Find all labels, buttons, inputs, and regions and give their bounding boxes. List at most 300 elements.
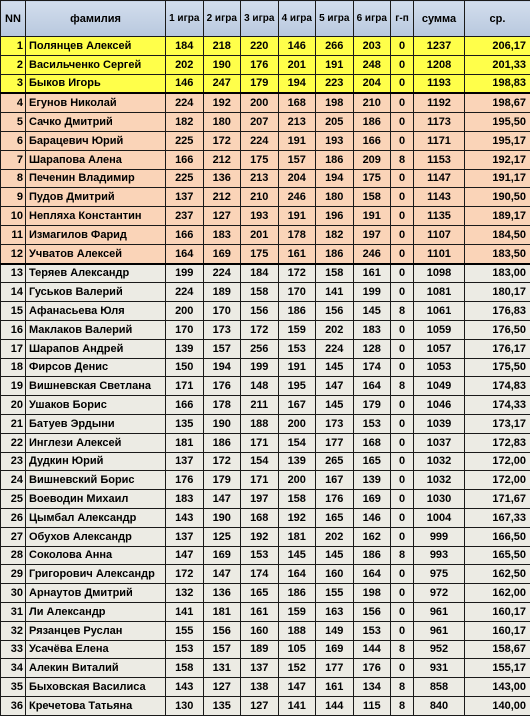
game-2-score-cell: 190	[203, 55, 241, 74]
game-6-score-cell: 144	[353, 640, 391, 659]
game-5-score-cell: 266	[316, 37, 354, 56]
game-3-score-cell: 168	[241, 508, 279, 527]
handicap-cell: 0	[391, 414, 414, 433]
rank-cell: 19	[1, 377, 26, 396]
game-6-score-cell: 164	[353, 565, 391, 584]
game-4-score-cell: 188	[278, 621, 316, 640]
rank-cell: 23	[1, 452, 26, 471]
game-4-score-cell: 172	[278, 264, 316, 283]
game-3-score-cell: 211	[241, 396, 279, 415]
handicap-cell: 0	[391, 433, 414, 452]
game-4-score-cell: 153	[278, 339, 316, 358]
game-2-score-cell: 169	[203, 244, 241, 263]
total-cell: 1193	[414, 74, 465, 93]
rank-cell: 8	[1, 169, 26, 188]
total-cell: 1208	[414, 55, 465, 74]
game-5-score-cell: 182	[316, 225, 354, 244]
total-cell: 1046	[414, 396, 465, 415]
game-6-score-cell: 134	[353, 678, 391, 697]
rank-cell: 1	[1, 37, 26, 56]
rank-cell: 26	[1, 508, 26, 527]
game-2-score-cell: 186	[203, 433, 241, 452]
average-cell: 206,17	[465, 37, 530, 56]
table-body	[1, 37, 530, 716]
game-2-score-cell: 180	[203, 113, 241, 132]
game-5-score-cell: 156	[316, 302, 354, 321]
rank-cell: 2	[1, 55, 26, 74]
average-cell: 158,67	[465, 640, 530, 659]
game-5-score-cell: 163	[316, 602, 354, 621]
table-row	[1, 113, 530, 132]
game-5-score-cell: 202	[316, 320, 354, 339]
game-1-score-cell: 224	[166, 93, 204, 112]
game-2-score-cell: 127	[203, 207, 241, 226]
player-name-cell: Усачёва Елена	[26, 640, 166, 659]
table-row	[1, 339, 530, 358]
game-6-score-cell: 209	[353, 150, 391, 169]
game-6-score-cell: 153	[353, 621, 391, 640]
game-6-score-cell: 156	[353, 602, 391, 621]
game-2-score-cell: 157	[203, 339, 241, 358]
average-cell: 176,83	[465, 302, 530, 321]
handicap-cell: 0	[391, 113, 414, 132]
average-cell: 174,33	[465, 396, 530, 415]
handicap-cell: 0	[391, 471, 414, 490]
rank-cell: 5	[1, 113, 26, 132]
game-3-score-cell: 175	[241, 244, 279, 263]
game-1-score-cell: 164	[166, 244, 204, 263]
player-name-cell: Кречетова Татьяна	[26, 696, 166, 715]
game-1-score-cell: 182	[166, 113, 204, 132]
game-2-score-cell: 178	[203, 396, 241, 415]
game-1-score-cell: 184	[166, 37, 204, 56]
average-cell: 162,50	[465, 565, 530, 584]
game-4-score-cell: 158	[278, 490, 316, 509]
rank-cell: 6	[1, 131, 26, 150]
rank-cell: 18	[1, 358, 26, 377]
table-row	[1, 188, 530, 207]
table-row	[1, 565, 530, 584]
player-name-cell: Григорович Александр	[26, 565, 166, 584]
table-row	[1, 471, 530, 490]
rank-cell: 3	[1, 74, 26, 93]
game-3-score-cell: 160	[241, 621, 279, 640]
handicap-cell: 8	[391, 546, 414, 565]
game-2-score-cell: 212	[203, 188, 241, 207]
game-6-score-cell: 203	[353, 37, 391, 56]
game-2-score-cell: 156	[203, 621, 241, 640]
table-row	[1, 678, 530, 697]
game-3-score-cell: 165	[241, 584, 279, 603]
game-3-score-cell: 193	[241, 207, 279, 226]
player-name-cell: Соколова Анна	[26, 546, 166, 565]
game-6-score-cell: 199	[353, 283, 391, 302]
average-cell: 171,67	[465, 490, 530, 509]
total-cell: 1147	[414, 169, 465, 188]
game-6-score-cell: 169	[353, 490, 391, 509]
rank-cell: 24	[1, 471, 26, 490]
game-3-score-cell: 189	[241, 640, 279, 659]
game-4-score-cell: 139	[278, 452, 316, 471]
rank-cell: 30	[1, 584, 26, 603]
player-name-cell: Быховская Василиса	[26, 678, 166, 697]
handicap-cell: 0	[391, 358, 414, 377]
total-cell: 1004	[414, 508, 465, 527]
game-1-score-cell: 199	[166, 264, 204, 283]
header-game-6: 6 игра	[353, 1, 391, 37]
table-row	[1, 244, 530, 263]
total-cell: 858	[414, 678, 465, 697]
handicap-cell: 0	[391, 55, 414, 74]
game-3-score-cell: 176	[241, 55, 279, 74]
total-cell: 1081	[414, 283, 465, 302]
game-5-score-cell: 145	[316, 396, 354, 415]
game-3-score-cell: 153	[241, 546, 279, 565]
game-4-score-cell: 213	[278, 113, 316, 132]
total-cell: 1135	[414, 207, 465, 226]
table-row	[1, 283, 530, 302]
rank-cell: 34	[1, 659, 26, 678]
game-2-score-cell: 179	[203, 471, 241, 490]
total-cell: 993	[414, 546, 465, 565]
handicap-cell: 0	[391, 396, 414, 415]
game-4-score-cell: 200	[278, 414, 316, 433]
game-3-score-cell: 137	[241, 659, 279, 678]
player-name-cell: Фирсов Денис	[26, 358, 166, 377]
player-name-cell: Сачко Дмитрий	[26, 113, 166, 132]
handicap-cell: 8	[391, 377, 414, 396]
game-4-score-cell: 146	[278, 37, 316, 56]
handicap-cell: 0	[391, 452, 414, 471]
average-cell: 166,50	[465, 527, 530, 546]
game-1-score-cell: 170	[166, 320, 204, 339]
table-row	[1, 131, 530, 150]
total-cell: 975	[414, 565, 465, 584]
game-3-score-cell: 138	[241, 678, 279, 697]
header-sum: сумма	[414, 1, 465, 37]
table-row	[1, 302, 530, 321]
game-6-score-cell: 183	[353, 320, 391, 339]
rank-cell: 22	[1, 433, 26, 452]
game-6-score-cell: 128	[353, 339, 391, 358]
game-4-score-cell: 152	[278, 659, 316, 678]
table-row	[1, 696, 530, 715]
average-cell: 190,50	[465, 188, 530, 207]
game-4-score-cell: 186	[278, 584, 316, 603]
handicap-cell: 0	[391, 207, 414, 226]
game-3-score-cell: 171	[241, 471, 279, 490]
game-1-score-cell: 139	[166, 339, 204, 358]
game-4-score-cell: 170	[278, 283, 316, 302]
total-cell: 1101	[414, 244, 465, 263]
game-2-score-cell: 172	[203, 131, 241, 150]
average-cell: 165,50	[465, 546, 530, 565]
handicap-cell: 0	[391, 264, 414, 283]
game-5-score-cell: 160	[316, 565, 354, 584]
rank-cell: 32	[1, 621, 26, 640]
average-cell: 160,17	[465, 621, 530, 640]
game-2-score-cell: 135	[203, 696, 241, 715]
total-cell: 1039	[414, 414, 465, 433]
average-cell: 172,00	[465, 452, 530, 471]
game-5-score-cell: 265	[316, 452, 354, 471]
game-1-score-cell: 143	[166, 508, 204, 527]
player-name-cell: Шарапов Андрей	[26, 339, 166, 358]
total-cell: 1053	[414, 358, 465, 377]
game-6-score-cell: 168	[353, 433, 391, 452]
game-4-score-cell: 164	[278, 565, 316, 584]
game-2-score-cell: 189	[203, 283, 241, 302]
game-6-score-cell: 198	[353, 584, 391, 603]
game-1-score-cell: 183	[166, 490, 204, 509]
average-cell: 198,83	[465, 74, 530, 93]
game-2-score-cell: 190	[203, 508, 241, 527]
header-row	[1, 1, 530, 37]
game-4-score-cell: 181	[278, 527, 316, 546]
game-2-score-cell: 183	[203, 225, 241, 244]
game-4-score-cell: 186	[278, 302, 316, 321]
player-name-cell: Васильченко Сергей	[26, 55, 166, 74]
average-cell: 155,17	[465, 659, 530, 678]
table-row	[1, 93, 530, 112]
game-6-score-cell: 179	[353, 396, 391, 415]
rank-cell: 29	[1, 565, 26, 584]
game-3-score-cell: 188	[241, 414, 279, 433]
game-3-score-cell: 184	[241, 264, 279, 283]
player-name-cell: Алекин Виталий	[26, 659, 166, 678]
game-4-score-cell: 168	[278, 93, 316, 112]
average-cell: 172,00	[465, 471, 530, 490]
game-5-score-cell: 167	[316, 471, 354, 490]
game-2-score-cell: 173	[203, 320, 241, 339]
handicap-cell: 0	[391, 659, 414, 678]
total-cell: 1107	[414, 225, 465, 244]
game-6-score-cell: 166	[353, 131, 391, 150]
handicap-cell: 8	[391, 640, 414, 659]
table-row	[1, 452, 530, 471]
game-2-score-cell: 127	[203, 678, 241, 697]
player-name-cell: Полянцев Алексей	[26, 37, 166, 56]
game-3-score-cell: 148	[241, 377, 279, 396]
average-cell: 174,83	[465, 377, 530, 396]
game-5-score-cell: 144	[316, 696, 354, 715]
game-5-score-cell: 145	[316, 546, 354, 565]
game-4-score-cell: 191	[278, 131, 316, 150]
total-cell: 1171	[414, 131, 465, 150]
game-6-score-cell: 153	[353, 414, 391, 433]
game-2-score-cell: 176	[203, 377, 241, 396]
game-2-score-cell: 147	[203, 490, 241, 509]
handicap-cell: 0	[391, 621, 414, 640]
table-row	[1, 207, 530, 226]
game-3-score-cell: 172	[241, 320, 279, 339]
game-5-score-cell: 180	[316, 188, 354, 207]
game-4-score-cell: 159	[278, 602, 316, 621]
game-4-score-cell: 167	[278, 396, 316, 415]
table-row	[1, 659, 530, 678]
rank-cell: 28	[1, 546, 26, 565]
game-3-score-cell: 154	[241, 452, 279, 471]
game-6-score-cell: 175	[353, 169, 391, 188]
table-row	[1, 74, 530, 93]
player-name-cell: Дудкин Юрий	[26, 452, 166, 471]
header-game-1: 1 игра	[166, 1, 204, 37]
total-cell: 1061	[414, 302, 465, 321]
rank-cell: 7	[1, 150, 26, 169]
handicap-cell: 0	[391, 527, 414, 546]
game-1-score-cell: 147	[166, 546, 204, 565]
player-name-cell: Гуськов Валерий	[26, 283, 166, 302]
average-cell: 175,50	[465, 358, 530, 377]
game-2-score-cell: 131	[203, 659, 241, 678]
average-cell: 192,17	[465, 150, 530, 169]
game-4-score-cell: 195	[278, 377, 316, 396]
game-6-score-cell: 204	[353, 74, 391, 93]
game-3-score-cell: 156	[241, 302, 279, 321]
game-6-score-cell: 197	[353, 225, 391, 244]
total-cell: 1049	[414, 377, 465, 396]
game-4-score-cell: 191	[278, 207, 316, 226]
game-4-score-cell: 178	[278, 225, 316, 244]
total-cell: 931	[414, 659, 465, 678]
game-2-score-cell: 170	[203, 302, 241, 321]
handicap-cell: 0	[391, 565, 414, 584]
game-4-score-cell: 157	[278, 150, 316, 169]
game-1-score-cell: 166	[166, 150, 204, 169]
game-2-score-cell: 192	[203, 93, 241, 112]
game-5-score-cell: 176	[316, 490, 354, 509]
game-4-score-cell: 191	[278, 358, 316, 377]
game-1-score-cell: 137	[166, 527, 204, 546]
game-1-score-cell: 158	[166, 659, 204, 678]
header-average: ср.	[465, 1, 530, 37]
game-1-score-cell: 143	[166, 678, 204, 697]
game-1-score-cell: 146	[166, 74, 204, 93]
handicap-cell: 0	[391, 93, 414, 112]
total-cell: 1153	[414, 150, 465, 169]
handicap-cell: 0	[391, 74, 414, 93]
game-2-score-cell: 190	[203, 414, 241, 433]
game-2-score-cell: 147	[203, 565, 241, 584]
game-2-score-cell: 181	[203, 602, 241, 621]
table-row	[1, 150, 530, 169]
game-6-score-cell: 162	[353, 527, 391, 546]
player-name-cell: Пудов Дмитрий	[26, 188, 166, 207]
rank-cell: 20	[1, 396, 26, 415]
player-name-cell: Теряев Александр	[26, 264, 166, 283]
total-cell: 952	[414, 640, 465, 659]
game-2-score-cell: 169	[203, 546, 241, 565]
total-cell: 840	[414, 696, 465, 715]
game-1-score-cell: 155	[166, 621, 204, 640]
game-1-score-cell: 166	[166, 396, 204, 415]
game-3-score-cell: 210	[241, 188, 279, 207]
average-cell: 195,50	[465, 113, 530, 132]
rank-cell: 12	[1, 244, 26, 263]
game-3-score-cell: 192	[241, 527, 279, 546]
game-6-score-cell: 210	[353, 93, 391, 112]
game-6-score-cell: 115	[353, 696, 391, 715]
table-row	[1, 546, 530, 565]
game-5-score-cell: 186	[316, 244, 354, 263]
game-3-score-cell: 197	[241, 490, 279, 509]
player-name-cell: Афанасьева Юля	[26, 302, 166, 321]
game-3-score-cell: 179	[241, 74, 279, 93]
rank-cell: 25	[1, 490, 26, 509]
game-4-score-cell: 200	[278, 471, 316, 490]
player-name-cell: Вишневский Борис	[26, 471, 166, 490]
player-name-cell: Арнаутов Дмитрий	[26, 584, 166, 603]
game-5-score-cell: 205	[316, 113, 354, 132]
player-name-cell: Вишневская Светлана	[26, 377, 166, 396]
handicap-cell: 8	[391, 302, 414, 321]
game-1-score-cell: 202	[166, 55, 204, 74]
game-3-score-cell: 207	[241, 113, 279, 132]
game-4-score-cell: 159	[278, 320, 316, 339]
player-name-cell: Воеводин Михаил	[26, 490, 166, 509]
game-4-score-cell: 154	[278, 433, 316, 452]
total-cell: 1057	[414, 339, 465, 358]
game-1-score-cell: 237	[166, 207, 204, 226]
game-4-score-cell: 192	[278, 508, 316, 527]
game-5-score-cell: 198	[316, 93, 354, 112]
rank-cell: 16	[1, 320, 26, 339]
handicap-cell: 0	[391, 188, 414, 207]
game-3-score-cell: 174	[241, 565, 279, 584]
header-game-5: 5 игра	[316, 1, 354, 37]
game-6-score-cell: 176	[353, 659, 391, 678]
game-1-score-cell: 132	[166, 584, 204, 603]
game-5-score-cell: 147	[316, 377, 354, 396]
game-2-score-cell: 212	[203, 150, 241, 169]
table-row	[1, 320, 530, 339]
game-5-score-cell: 177	[316, 659, 354, 678]
game-1-score-cell: 137	[166, 452, 204, 471]
handicap-cell: 8	[391, 696, 414, 715]
average-cell: 183,00	[465, 264, 530, 283]
player-name-cell: Непляха Константин	[26, 207, 166, 226]
game-5-score-cell: 158	[316, 264, 354, 283]
game-6-score-cell: 158	[353, 188, 391, 207]
game-4-score-cell: 204	[278, 169, 316, 188]
rank-cell: 33	[1, 640, 26, 659]
average-cell: 195,17	[465, 131, 530, 150]
game-4-score-cell: 201	[278, 55, 316, 74]
game-1-score-cell: 153	[166, 640, 204, 659]
game-4-score-cell: 161	[278, 244, 316, 263]
average-cell: 173,17	[465, 414, 530, 433]
game-1-score-cell: 141	[166, 602, 204, 621]
handicap-cell: 0	[391, 37, 414, 56]
handicap-cell: 0	[391, 320, 414, 339]
table-row	[1, 55, 530, 74]
table-row	[1, 640, 530, 659]
handicap-cell: 0	[391, 490, 414, 509]
game-3-score-cell: 161	[241, 602, 279, 621]
game-1-score-cell: 166	[166, 225, 204, 244]
total-cell: 1173	[414, 113, 465, 132]
header-game-4: 4 игра	[278, 1, 316, 37]
game-1-score-cell: 172	[166, 565, 204, 584]
game-6-score-cell: 146	[353, 508, 391, 527]
rank-cell: 17	[1, 339, 26, 358]
player-name-cell: Печенин Владимир	[26, 169, 166, 188]
game-5-score-cell: 169	[316, 640, 354, 659]
game-5-score-cell: 186	[316, 150, 354, 169]
game-6-score-cell: 164	[353, 377, 391, 396]
game-1-score-cell: 130	[166, 696, 204, 715]
player-name-cell: Измагилов Фарид	[26, 225, 166, 244]
